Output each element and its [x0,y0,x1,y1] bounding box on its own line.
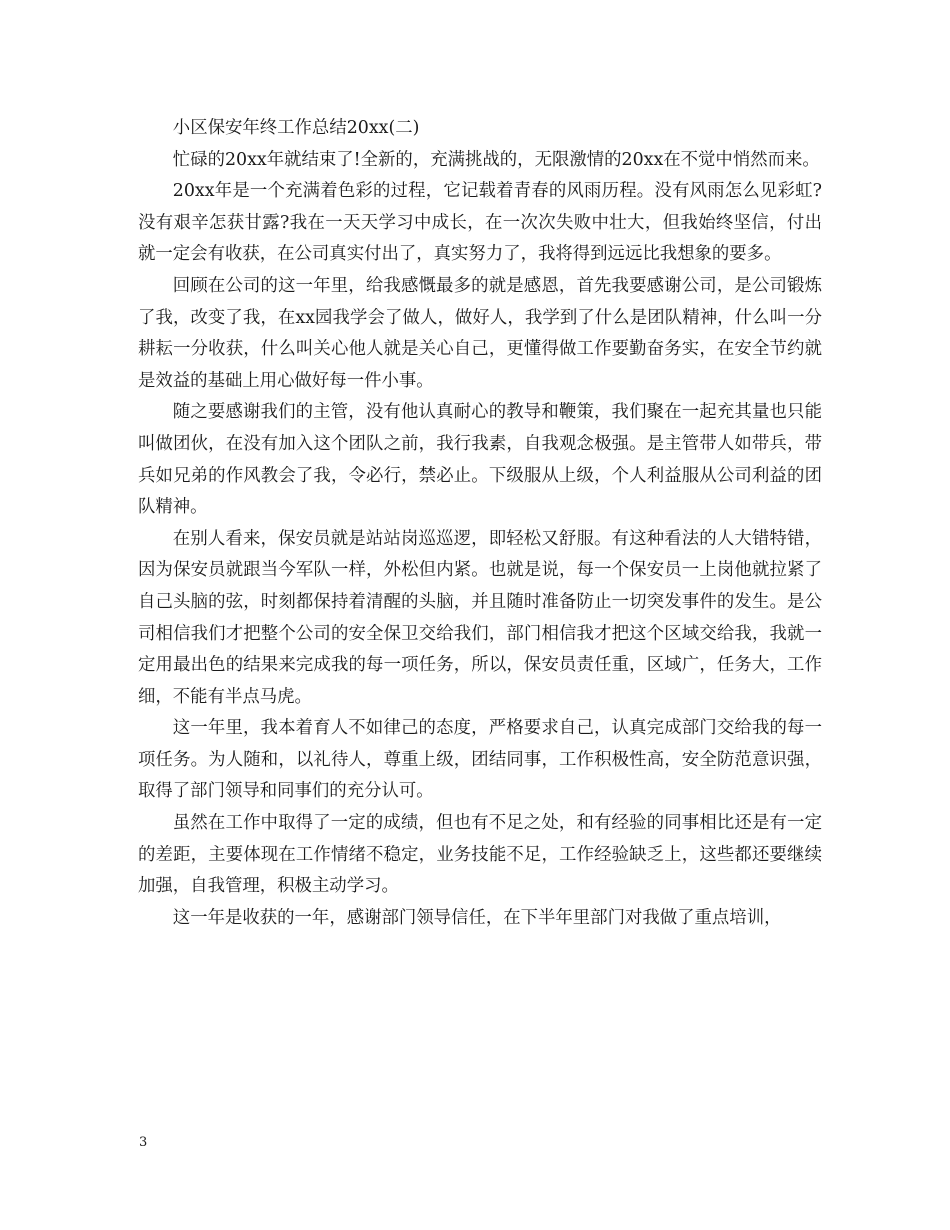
paragraph: 这一年里，我本着育人不如律己的态度，严格要求自己，认真完成部门交给我的每一项任务。为人随和，以礼待人，尊重上级，团结同事，工作积极性高，安全防范意识强，取得了部门领导和同事们的充分认可。 [138,718,822,802]
paragraph: 虽然在工作中取得了一定的成绩，但也有不足之处，和有经验的同事相比还是有一定的差距，主要体现在工作情绪不稳定，业务技能不足，工作经验缺乏上，这些都还要继续加强，自我管理，积极主动学习。 [138,813,822,897]
document-body [138,113,822,934]
paragraph: 回顾在公司的这一年里，给我感慨最多的就是感恩，首先我要感谢公司，是公司锻炼了我，改变了我，在xx园我学会了做人，做好人，我学到了什么是团队精神，什么叫一分耕耘一分收获，什么叫关心他人就是关心自己，更懂得做工作要勤奋务实，在安全节约就是效益的基础上用心做好每一件小事。 [138,275,822,391]
paragraph: 这一年是收获的一年，感谢部门领导信任，在下半年里部门对我做了重点培训， [172,907,782,928]
paragraph: 忙碌的20xx年就结束了!全新的，充满挑战的，无限激情的20xx在不觉中悄然而来。 [172,149,820,170]
page-number: 3 [139,1135,148,1150]
document-title: 小区保安年终工作总结20xx(二) [172,118,420,138]
paragraph: 随之要感谢我们的主管，没有他认真耐心的教导和鞭策，我们聚在一起充其量也只能叫做团伙，在没有加入这个团队之前，我行我素，自我观念极强。是主管带人如带兵，带兵如兄弟的作风教会了我，令必行，禁必止。下级服从上级，个人利益服从公司利益的团队精神。 [138,402,822,518]
paragraph: 20xx年是一个充满着色彩的过程，它记载着青春的风雨历程。没有风雨怎么见彩虹?没有艰辛怎获甘露?我在一天天学习中成长，在一次次失败中壮大，但我始终坚信，付出就一定会有收获，在公司真实付出了，真实努力了，我将得到远远比我想象的要多。 [138,181,822,265]
paragraph: 在别人看来，保安员就是站站岗巡巡逻，即轻松又舒服。有这种看法的人大错特错，因为保安员就跟当今军队一样，外松但内紧。也就是说，每一个保安员一上岗他就拉紧了自己头脑的弦，时刻都保持着清醒的头脑，并且随时准备防止一切突发事件的发生。是公司相信我们才把整个公司的安全保卫交给我们，部门相信我才把这个区域交给我，我就一定用最出色的结果来完成我的每一项任务，所以，保安员责任重，区域广，任务大，工作细，不能有半点马虎。 [138,528,822,707]
